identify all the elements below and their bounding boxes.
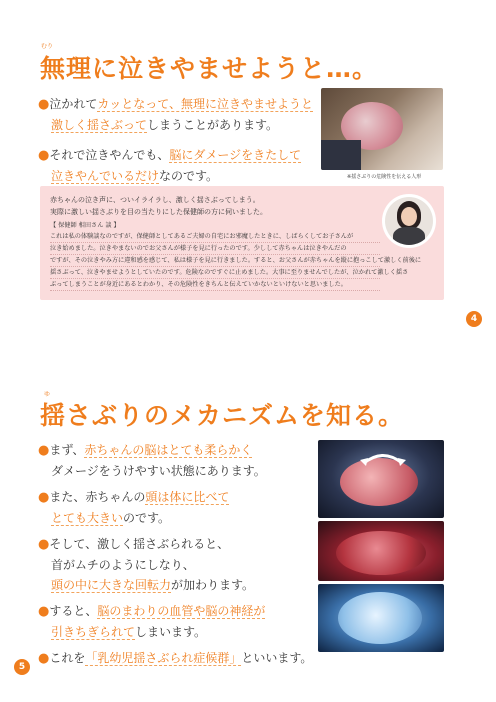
- quote-lead: [50, 194, 267, 218]
- avatar-face-shape: [401, 207, 417, 226]
- intro-line: 激しく揺さぶってしまうことがあります。: [51, 118, 279, 132]
- mechanism-line: 首がムチのようにしなり、: [51, 558, 195, 572]
- intro-line: 泣きやんでいるだけなのです。: [51, 169, 219, 183]
- avatar: [382, 194, 436, 248]
- mechanism-line: ●また、赤ちゃんの頭は体に比べて: [38, 490, 230, 505]
- quote-lead-line: 実際に激しい揺さぶりを目の当たりにした保健師の方に伺いました。: [50, 208, 267, 216]
- mechanism-line: ●まず、赤ちゃんの脳はとても柔らかく: [38, 443, 253, 458]
- doll-shirt-shape: [321, 140, 361, 170]
- brain-image-nerves: [318, 584, 444, 652]
- page-number: 5: [14, 659, 30, 675]
- mechanism-text: [38, 440, 313, 669]
- mechanism-line: ●そして、激しく揺さぶられると、: [38, 537, 230, 552]
- quote-body-line: ぶってしまうことが身近にあるとわかり、その危険性をきちんと伝えていかないといけないと思いました。: [50, 279, 380, 291]
- page-number: 4: [466, 311, 482, 327]
- quote-lead-line: 赤ちゃんの泣き声に、ついイライラし、激しく揺さぶってしまう。: [50, 196, 260, 204]
- intro-text: [38, 94, 313, 186]
- title-ruby: ゆ: [44, 391, 51, 398]
- brain-shape: [338, 592, 422, 644]
- brain-image-rotation: [318, 440, 444, 518]
- intro-line: ●それで泣きやんでも、脳にダメージをきたして: [38, 148, 302, 163]
- quote-body: [50, 231, 422, 291]
- avatar-body-shape: [393, 227, 425, 245]
- doll-photo: [321, 88, 443, 170]
- quote-body-line: これは私の体験談なのですが、保健師としてあるご夫婦の自宅にお邪魔したときに、しばらくしてお子さんが: [50, 231, 380, 243]
- section-title: 無理に泣きやませようと…。: [40, 54, 379, 83]
- mechanism-line: ●すると、脳のまわりの血管や脳の神経が: [38, 604, 266, 619]
- intro-line: ●泣かれてカッとなって、無理に泣きやませようと: [38, 97, 314, 112]
- section-title: 揺さぶりのメカニズムを知る。: [40, 401, 405, 430]
- photo-caption: ※揺さぶりの危険性を伝える人形: [347, 174, 422, 180]
- quote-speaker: 【 保健師 相田さん 談 】: [50, 222, 120, 229]
- quote-box: [40, 186, 444, 300]
- mechanism-line: ●これを「乳幼児揺さぶられ症候群」といいます。: [38, 651, 313, 666]
- quote-body-line: ですが、その泣きやみ方に違和感を感じて、私は様子を見に行きました。すると、お父さんが赤ちゃんを縦に抱っこして激しく前後に: [50, 255, 380, 267]
- avatar-photo: [385, 197, 433, 245]
- brain-image-bleeding: [318, 521, 444, 581]
- mechanism-line: 頭の中に大きな回転力が加わります。: [51, 578, 255, 592]
- mechanism-line: とても大きいのです。: [51, 511, 171, 525]
- mechanism-line: ダメージをうけやすい状態にあります。: [51, 464, 266, 478]
- quote-body-line: 揺さぶって、泣きやませようとしていたのです。危険なのですぐに止めました。大事に至りませんでしたが、泣かれて激しく揺さ: [50, 267, 380, 279]
- title-ruby: むり: [41, 43, 54, 50]
- mechanism-line: 引きちぎられてしまいます。: [51, 625, 207, 639]
- brain-shape: [336, 531, 426, 575]
- rotation-arrow-icon: [358, 448, 408, 468]
- quote-body-line: 泣き始めました。泣きやまないのでお父さんが様子を見に行ったのです。少しして赤ちゃんは泣きやんだの: [50, 243, 380, 255]
